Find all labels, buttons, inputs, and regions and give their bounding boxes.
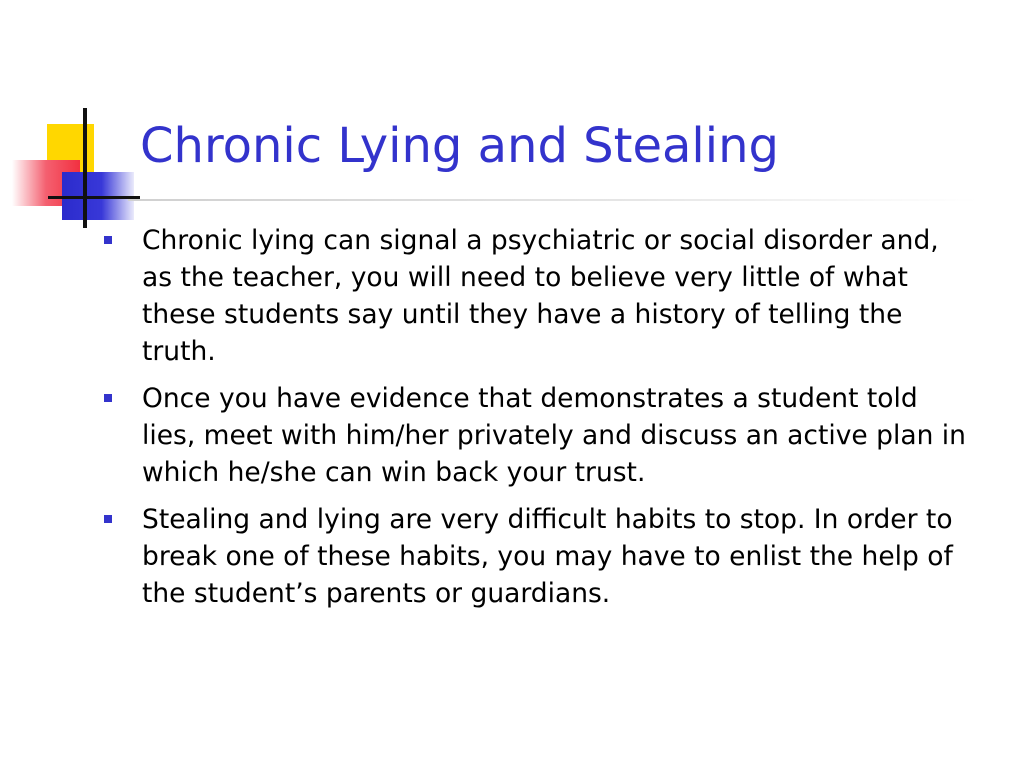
square-bullet-icon	[104, 236, 112, 244]
bullet-text: Once you have evidence that demonstrates a student told lies, meet with him/her privately and discuss an active plan in which he/she can win back your trust.	[142, 383, 966, 488]
square-bullet-icon	[104, 394, 112, 402]
bullet-text: Stealing and lying are very difficult habits to stop. In order to break one of these habits, you may have to enlist the help of the student’s parents or guardians.	[142, 504, 953, 609]
title-underline-divider	[128, 199, 978, 201]
bullet-item	[104, 501, 974, 612]
bullet-item	[104, 222, 974, 370]
corner-decoration-graphic	[0, 0, 150, 240]
slide-title: Chronic Lying and Stealing	[140, 118, 779, 174]
bullet-text: Chronic lying can signal a psychiatric or social disorder and, as the teacher, you will need to believe very little of what these students say until they have a history of telling the truth.	[142, 225, 939, 367]
bullet-item	[104, 380, 974, 491]
bullet-list	[104, 222, 974, 622]
decoration-vertical-line	[83, 108, 87, 228]
decoration-horizontal-line	[48, 196, 140, 199]
square-bullet-icon	[104, 515, 112, 523]
